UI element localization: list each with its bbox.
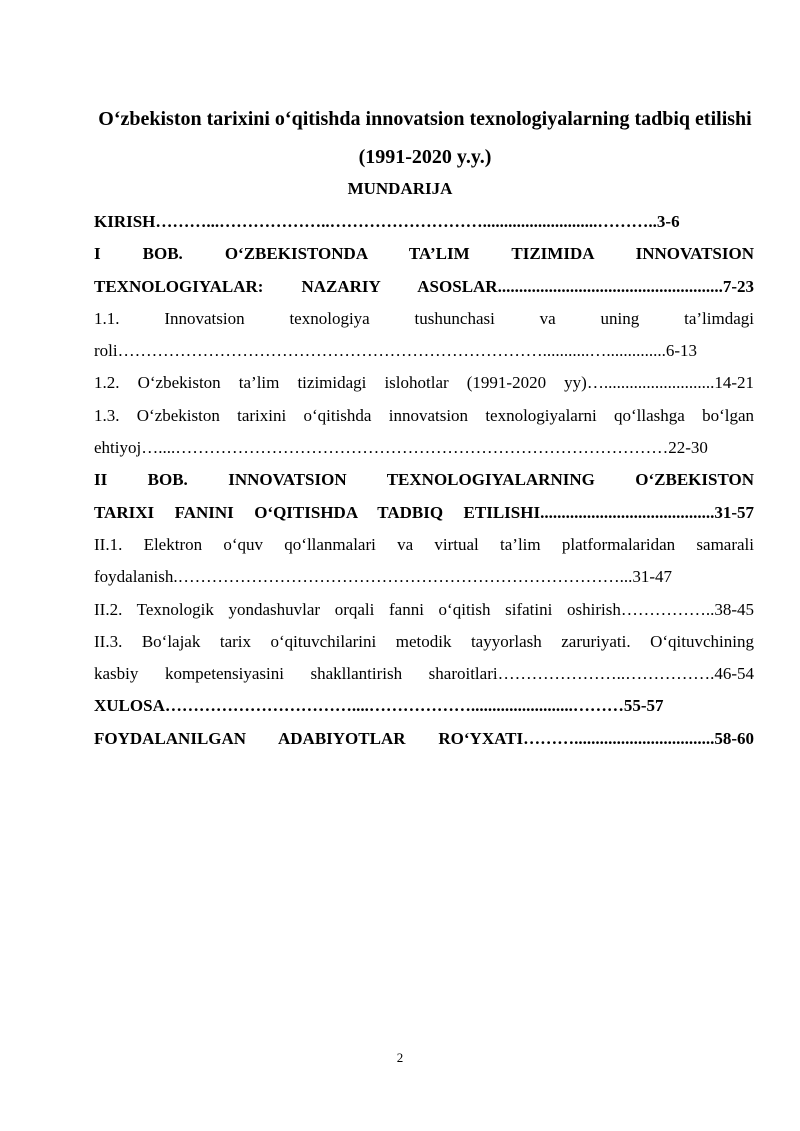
toc-entry-chapter-2-line-2: TARIXI FANINI O‘QITISHDA TADBIQ ETILISHI.........................................31-57 (94, 502, 754, 522)
toc-entry-2-3-line-2: kasbiy kompetensiyasini shakllantirish sharoitlari…………………..…………….46-54 (94, 664, 754, 684)
document-title: O‘zbekiston tarixini o‘qitishda innovatsion texnologiyalarning tadbiq etilishi (1991-2020 y.y.) (98, 108, 752, 168)
toc-entry-1-1-line-2: roli…………………………………………………………………...........…..............6-13 (94, 341, 698, 361)
toc-entry-2-1-line-1: II.1. Elektron o‘quv qo‘llanmalari va virtual ta’lim platformalaridan samarali (94, 534, 754, 554)
toc-entry-2-3-line-1: II.3. Bo‘lajak tarix o‘qituvchilarini metodik tayyorlash zaruriyati. O‘qituvchining (94, 631, 754, 651)
table-of-contents (94, 206, 754, 755)
toc-entry-chapter-1-line-1: I BOB. O‘ZBEKISTONDA TA’LIM TIZIMIDA INNOVATSION (94, 244, 754, 264)
toc-entry-xulosa: XULOSA……………………………....………………........................………55-57 (94, 696, 664, 716)
toc-heading: MUNDARIJA (347, 179, 453, 198)
page-number: 2 (396, 1050, 404, 1065)
toc-entry-bibliography: FOYDALANILGAN ADABIYOTLAR RO‘YXATI……….................................58-60 (94, 728, 754, 748)
toc-entry-kirish: KIRISH………...………………..………………………...........................………..3-6 (94, 212, 680, 231)
toc-entry-1-1-line-1: 1.1. Innovatsion texnologiya tushunchasi va uning ta’limdagi (94, 308, 754, 328)
toc-entry-chapter-1-line-2: TEXNOLOGIYALAR: NAZARIY ASOSLAR.....................................................7-23 (94, 276, 754, 296)
toc-entry-2-1-line-2: foydalanish.……………………………………………………………………...31-47 (94, 567, 672, 587)
toc-entry-1-3-line-1: 1.3. O‘zbekiston tarixini o‘qitishda innovatsion texnologiyalarni qo‘llashga bo‘lgan (94, 405, 754, 425)
toc-entry-1-2: 1.2. O‘zbekiston ta’lim tizimidagi islohotlar (1991-2020 yy)…..........................14-21 (94, 373, 754, 393)
toc-entry-2-2: II.2. Texnologik yondashuvlar orqali fanni o‘qitish sifatini oshirish……………..38-45 (94, 599, 754, 619)
toc-entry-1-3-line-2: ehtiyoj…....……………………………………………………………………………22-30 (94, 438, 708, 458)
toc-entry-chapter-2-line-1: II BOB. INNOVATSION TEXNOLOGIYALARNING O‘ZBEKISTON (94, 470, 754, 490)
